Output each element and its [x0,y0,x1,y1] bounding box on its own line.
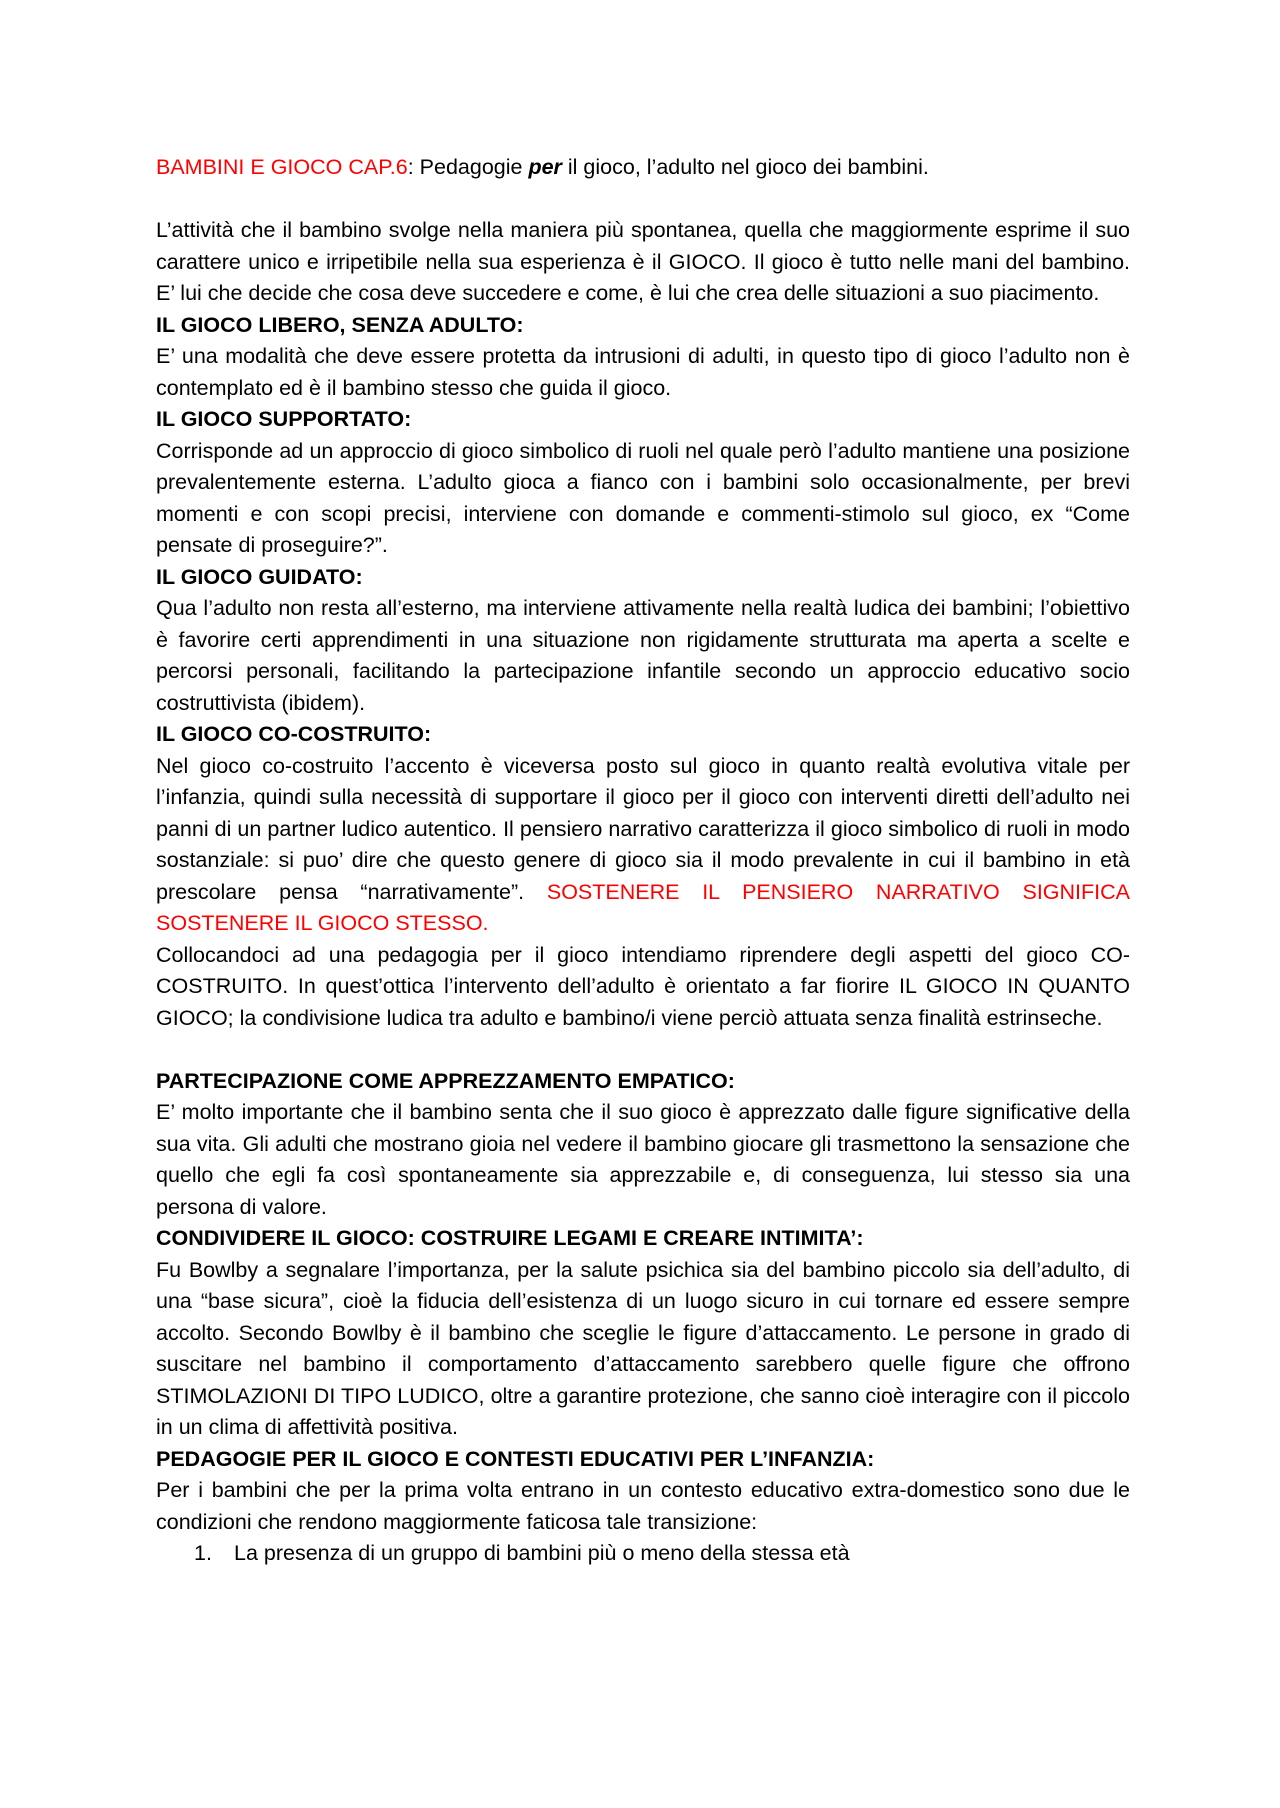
conditions-list [156,1538,1130,1570]
document-page [156,152,1130,1570]
paragraph-gioco-guidato: Qua l’adulto non resta all’esterno, ma interviene attivamente nella realtà ludica dei bambini; l’obiettivo è favorire certi apprendimenti in una situazione non rigidamente strutturata ma aperta a scelte e percorsi personali, facilitando la partecipazione infantile secondo un approccio educativo socio costruttivista (ibidem). [156,596,1130,715]
list-item-text: La presenza di un gruppo di bambini più o meno della stessa età [234,1541,850,1565]
cocostruito-body: Nel gioco co-costruito l’accento è viceversa posto sul gioco in quanto realtà evolutiva vitale per l’infanzia, quindi sulla necessità di supportare il gioco per il gioco con interventi diretti dell’adulto nei panni di un partner ludico autentico. Il pensiero narrativo caratterizza il gioco simbolico di ruoli in modo sostanziale: si puo’ dire che questo genere di gioco sia il modo prevalente in cui il bambino in età prescolare pensa “narrativamente”. [156,753,1130,904]
paragraph-gioco-libero: E’ una modalità che deve essere protetta da intrusioni di adulti, in questo tipo di gioco l’adulto non è contemplato ed è il bambino stesso che guida il gioco. [156,344,1130,400]
cocostruito-highlight: SOSTENERE IL PENSIERO NARRATIVO SIGNIFICA SOSTENERE IL GIOCO STESSO. [156,879,1130,935]
title-italic-word: per [528,155,562,179]
paragraph-gioco-supportato: Corrisponde ad un approccio di gioco simbolico di ruoli nel quale però l’adulto mantiene una posizione prevalentemente esterna. L’adulto gioca a fianco con i bambini solo occasionalmente, per brevi momenti e con scopi precisi, interviene con domande e commenti-stimolo sul gioco, ex “Come pensate di proseguire?”. [156,438,1130,557]
heading-partecipazione: PARTECIPAZIONE COME APPREZZAMENTO EMPATICO: [156,1068,735,1093]
paragraph-condividere: Fu Bowlby a segnalare l’importanza, per la salute psichica sia del bambino piccolo sia dell’adulto, di una “base sicura”, cioè la fiducia dell’esistenza di un luogo sicuro in cui tornare ed essere sempre accolto. Secondo Bowlby è il bambino che sceglie le figure d’attaccamento. Le persone in grado di suscitare nel bambino il comportamento d’attaccamento sarebbero quelle figure che offrono STIMOLAZIONI DI TIPO LUDICO, oltre a garantire protezione, che sanno cioè interagire con il piccolo in un clima di affettività positiva. [156,1257,1130,1439]
list-item [156,1538,1130,1570]
title-chapter: BAMBINI E GIOCO CAP.6 [156,155,408,179]
heading-gioco-guidato: IL GIOCO GUIDATO: [156,564,363,589]
intro-paragraph: L’attività che il bambino svolge nella maniera più spontanea, quella che maggiormente esprime il suo carattere unico e irripetibile nella sua esperienza è il GIOCO. Il gioco è tutto nelle mani del bambino. E’ lui che decide che cosa deve succedere e come, è lui che crea delle situazioni a suo piacimento. [156,218,1130,305]
title-text-after: il gioco, l’adulto nel gioco dei bambini. [561,155,929,179]
heading-pedagogie: PEDAGOGIE PER IL GIOCO E CONTESTI EDUCATIVI PER L’INFANZIA: [156,1446,875,1471]
title-text-before: : Pedagogie [407,155,529,179]
heading-gioco-libero: IL GIOCO LIBERO, SENZA ADULTO: [156,312,524,337]
paragraph-gioco-cocostruito [156,751,1130,940]
paragraph-partecipazione: E’ molto importante che il bambino senta che il suo gioco è apprezzato dalle figure significative della sua vita. Gli adulti che mostrano gioia nel vedere il bambino giocare gli trasmettono la sensazione che quello che egli fa così spontaneamente sia apprezzabile e, di conseguenza, lui stesso sia una persona di valore. [156,1100,1130,1219]
list-item-number: 1. [194,1541,212,1565]
heading-gioco-supportato: IL GIOCO SUPPORTATO: [156,407,412,431]
document-title [156,152,1130,184]
paragraph-pedagogie: Per i bambini che per la prima volta entrano in un contesto educativo extra-domestico sono due le condizioni che rendono maggiormente faticosa tale transizione: [156,1478,1130,1534]
paragraph-cocostruito-followup: Collocandoci ad una pedagogia per il gioco intendiamo riprendere degli aspetti del gioco CO-COSTRUITO. In quest’ottica l’intervento dell’adulto è orientato a far fiorire IL GIOCO IN QUANTO GIOCO; la condivisione ludica tra adulto e bambino/i viene perciò attuata senza finalità estrinseche. [156,942,1130,1030]
heading-gioco-cocostruito: IL GIOCO CO-COSTRUITO: [156,722,432,746]
heading-condividere: CONDIVIDERE IL GIOCO: COSTRUIRE LEGAMI E CREARE INTIMITA’: [156,1226,864,1250]
